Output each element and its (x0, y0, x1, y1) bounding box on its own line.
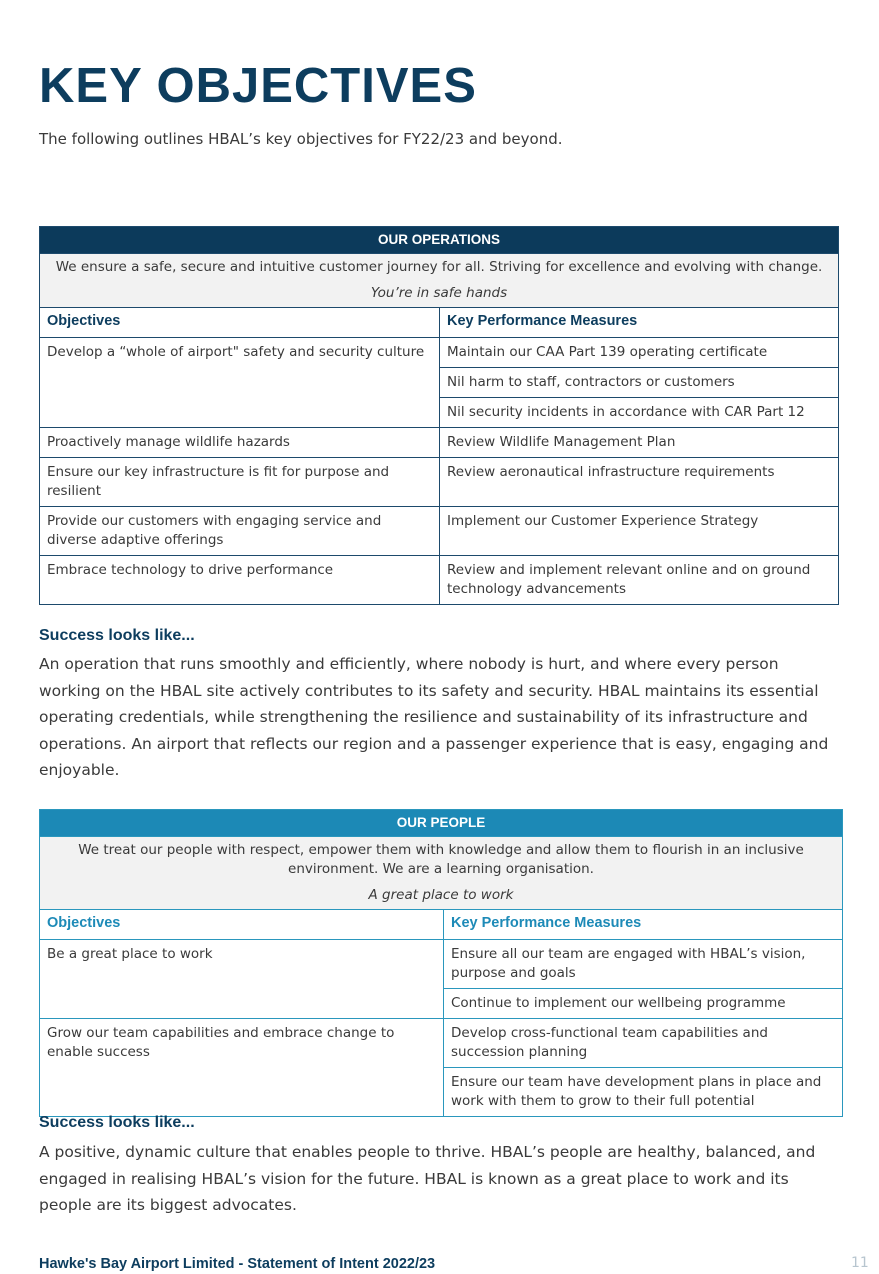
table-row (40, 507, 839, 556)
measure-cell: Ensure all our team are engaged with HBAL’s vision, purpose and goals (444, 940, 843, 989)
people-mission (40, 837, 843, 910)
table-row (40, 338, 839, 368)
measure-cell: Review and implement relevant online and on ground technology advancements (440, 556, 839, 605)
objective-cell: Embrace technology to drive performance (40, 556, 440, 605)
measure-cell: Develop cross-functional team capabilities and succession planning (444, 1019, 843, 1068)
operations-col-objectives: Objectives (40, 308, 440, 338)
people-statement: We treat our people with respect, empower them with knowledge and allow them to flourish in an inclusive environment. We are a learning organisation. (78, 842, 804, 877)
operations-success-heading: Success looks like... (39, 627, 195, 644)
people-success-text: A positive, dynamic culture that enables people to thrive. HBAL’s people are healthy, balanced, and engaged in realising HBAL’s vision for the future. HBAL is known as a great place to work and its people are its biggest advocates. (39, 1143, 816, 1214)
operations-tagline: You’re in safe hands (370, 285, 508, 301)
measure-cell: Nil security incidents in accordance with CAR Part 12 (440, 398, 839, 428)
table-row (40, 1019, 843, 1068)
page-number: 11 (851, 1255, 869, 1271)
people-tagline: A great place to work (368, 887, 514, 903)
objective-cell: Develop a “whole of airport" safety and security culture (40, 338, 440, 428)
table-row (40, 556, 839, 605)
operations-table (39, 226, 839, 605)
operations-statement: We ensure a safe, secure and intuitive customer journey for all. Striving for excellence and evolving with change. (55, 259, 823, 275)
objective-cell: Grow our team capabilities and embrace change to enable success (40, 1019, 444, 1117)
table-row (40, 940, 843, 989)
operations-col-kpm: Key Performance Measures (440, 308, 839, 338)
intro-text: The following outlines HBAL’s key objectives for FY22/23 and beyond. (39, 130, 563, 148)
people-col-objectives: Objectives (40, 910, 444, 940)
table-row (40, 458, 839, 507)
operations-mission (40, 254, 839, 308)
objective-cell: Proactively manage wildlife hazards (40, 428, 440, 458)
objective-cell: Ensure our key infrastructure is fit for purpose and resilient (40, 458, 440, 507)
objective-cell: Be a great place to work (40, 940, 444, 1019)
objective-cell: Provide our customers with engaging service and diverse adaptive offerings (40, 507, 440, 556)
measure-cell: Nil harm to staff, contractors or customers (440, 368, 839, 398)
measure-cell: Continue to implement our wellbeing programme (444, 989, 843, 1019)
people-heading: OUR PEOPLE (40, 810, 843, 837)
people-col-kpm: Key Performance Measures (444, 910, 843, 940)
operations-success-text: An operation that runs smoothly and efficiently, where nobody is hurt, and where every person working on the HBAL site actively contributes to its safety and security. HBAL maintains its essential operating credentials, while strengthening the resilience and sustainability of its infrastructure and operations. An airport that reflects our region and a passenger experience that is easy, engaging and enjoyable. (39, 655, 829, 779)
operations-heading: OUR OPERATIONS (40, 227, 839, 254)
measure-cell: Review Wildlife Management Plan (440, 428, 839, 458)
measure-cell: Maintain our CAA Part 139 operating certificate (440, 338, 839, 368)
people-table (39, 809, 843, 1117)
people-success-heading: Success looks like... (39, 1114, 195, 1131)
measure-cell: Ensure our team have development plans in place and work with them to grow to their full potential (444, 1068, 843, 1117)
page-title: KEY OBJECTIVES (39, 59, 477, 113)
footer-text: Hawke's Bay Airport Limited - Statement of Intent 2022/23 (39, 1256, 436, 1272)
measure-cell: Review aeronautical infrastructure requirements (440, 458, 839, 507)
measure-cell: Implement our Customer Experience Strategy (440, 507, 839, 556)
table-row (40, 428, 839, 458)
